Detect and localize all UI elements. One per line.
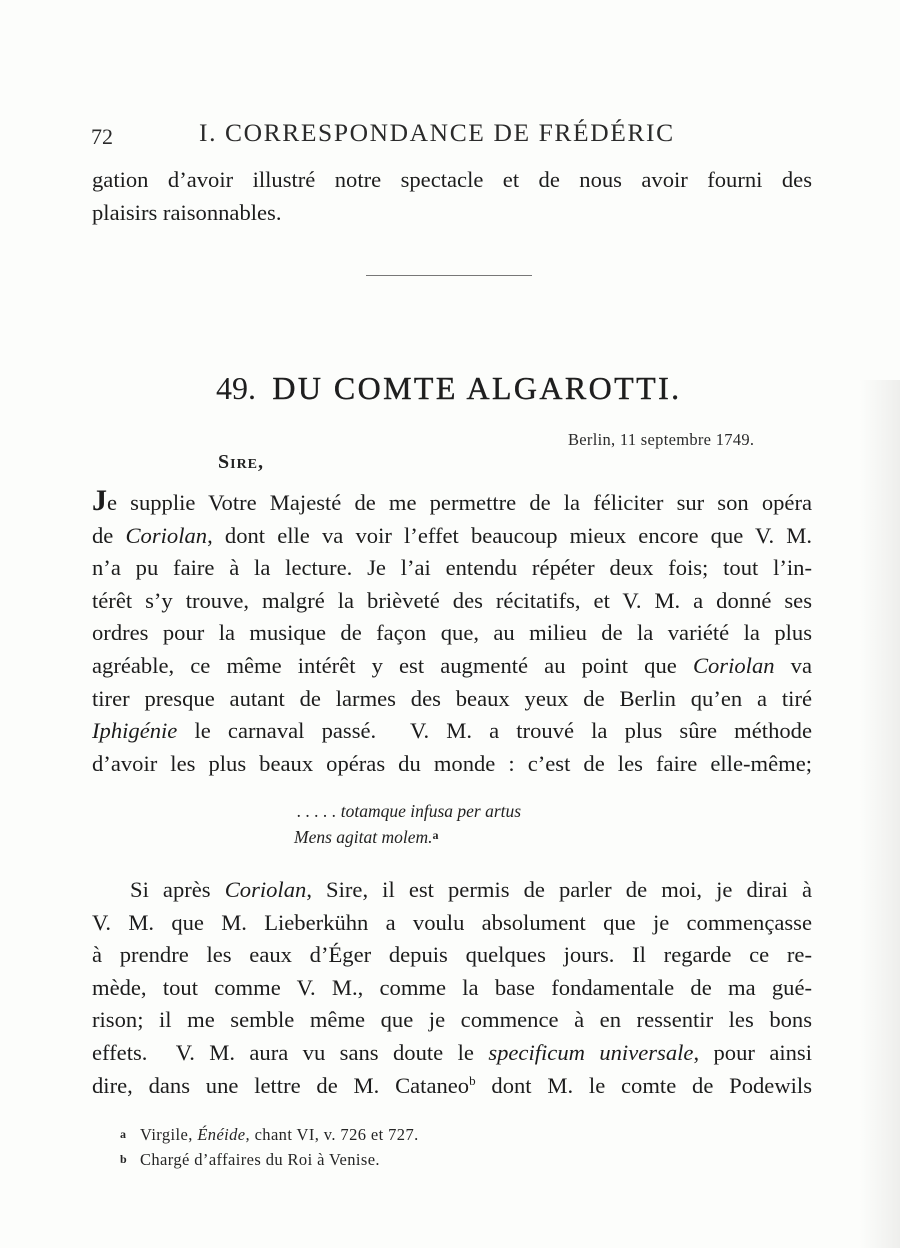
text-line (92, 874, 812, 907)
text-segment: Virgile, (140, 1125, 198, 1144)
text-segment: le carnaval passé. V. M. a trouvé la plus sûre méthode (177, 718, 812, 744)
italic-title: Coriolan (692, 652, 775, 678)
text-segment: dont M. le comte de Podewils (475, 1072, 812, 1098)
text-line: n’a pu faire à la lecture. Je l’ai entendu répéter deux fois; tout l’in- (92, 555, 812, 581)
footnote-b (120, 1147, 419, 1172)
italic-title: Iphigénie (92, 718, 178, 744)
text-segment: chant VI, v. 726 et 727. (250, 1125, 419, 1144)
footnotes (120, 1122, 419, 1172)
text-segment: Si après (130, 877, 225, 902)
letter-number: 49. (216, 370, 256, 406)
footnote-ref-a[interactable]: a (432, 828, 439, 842)
text-line: térêt s’y trouve, malgré la brièveté des récitatifs, et V. M. a donné ses (92, 587, 812, 613)
running-head: I. CORRESPONDANCE DE FRÉDÉRIC (199, 118, 675, 147)
page-edge-shading (860, 380, 900, 1248)
text-segment: va (774, 652, 812, 678)
text-segment: dire, dans une lettre de M. Cataneo (92, 1072, 470, 1098)
text-line (92, 484, 812, 520)
text-line: ordres pour la musique de façon que, au milieu de la variété la plus (92, 620, 812, 646)
text-segment: , Sire, il est permis de parler de moi, je dirai à (306, 877, 812, 902)
text-line (92, 650, 812, 683)
salutation: Sire, (218, 451, 265, 473)
letter-title (216, 370, 682, 407)
footnote-marker: b (120, 1152, 127, 1166)
quotation-text: Mens agitat molem. (294, 827, 433, 847)
footnote-marker: a (120, 1127, 126, 1141)
text-line (92, 715, 812, 748)
italic-title: Énéide, (197, 1125, 251, 1144)
letter-paragraph-1 (92, 484, 812, 780)
text-line: rison; il me semble même que je commence à en ressentir les bons (92, 1007, 812, 1033)
text-segment: effets. V. M. aura vu sans doute le (92, 1039, 489, 1065)
italic-phrase: specificum universale (488, 1039, 694, 1065)
text-line (92, 1070, 812, 1103)
text-segment: , dont elle va voir l’effet beaucoup mieux encore que V. M. (207, 522, 812, 548)
text-line: d’avoir les plus beaux opéras du monde : c’est de les faire elle-même; (92, 750, 812, 776)
footnote-a (120, 1122, 419, 1147)
footnote-ref-b[interactable]: b (469, 1072, 476, 1088)
footnote-text (140, 1125, 419, 1144)
page-number: 72 (91, 124, 113, 149)
text-segment: e supplie Votre Majesté de me permettre de la féliciter sur son opéra (107, 490, 812, 515)
text-segment: , pour ainsi (693, 1039, 812, 1065)
italic-title: Coriolan (125, 522, 208, 548)
letter-author: DU COMTE ALGAROTTI. (272, 370, 682, 406)
quotation-line-2 (294, 827, 439, 848)
text-line: gation d’avoir illustré notre spectacle et de nous avoir fourni des (92, 167, 812, 192)
drop-letter: J (92, 484, 107, 517)
continuation-paragraph (92, 164, 812, 229)
text-segment: de (92, 522, 126, 548)
footnote-text: Chargé d’affaires du Roi à Venise. (140, 1150, 380, 1169)
quotation-line-1: . . . . . totamque infusa per artus (297, 801, 522, 821)
text-segment: agréable, ce même intérêt y est augmenté au point que (92, 652, 693, 678)
section-divider (366, 275, 532, 276)
letter-paragraph-2 (92, 874, 812, 1102)
text-line (92, 520, 812, 553)
text-line: plaisirs raisonnables. (92, 199, 282, 225)
text-line: à prendre les eaux d’Éger depuis quelques jours. Il regarde ce re- (92, 942, 812, 968)
text-line: mède, tout comme V. M., comme la base fondamentale de ma gué- (92, 974, 812, 1000)
text-line: V. M. que M. Lieberkühn a voulu absolument que je commençasse (92, 909, 812, 935)
italic-title: Coriolan (224, 877, 307, 902)
text-line: tirer presque autant de larmes des beaux yeux de Berlin qu’en a tiré (92, 685, 812, 711)
text-line (92, 1037, 812, 1070)
dateline: Berlin, 11 septembre 1749. (568, 430, 755, 449)
